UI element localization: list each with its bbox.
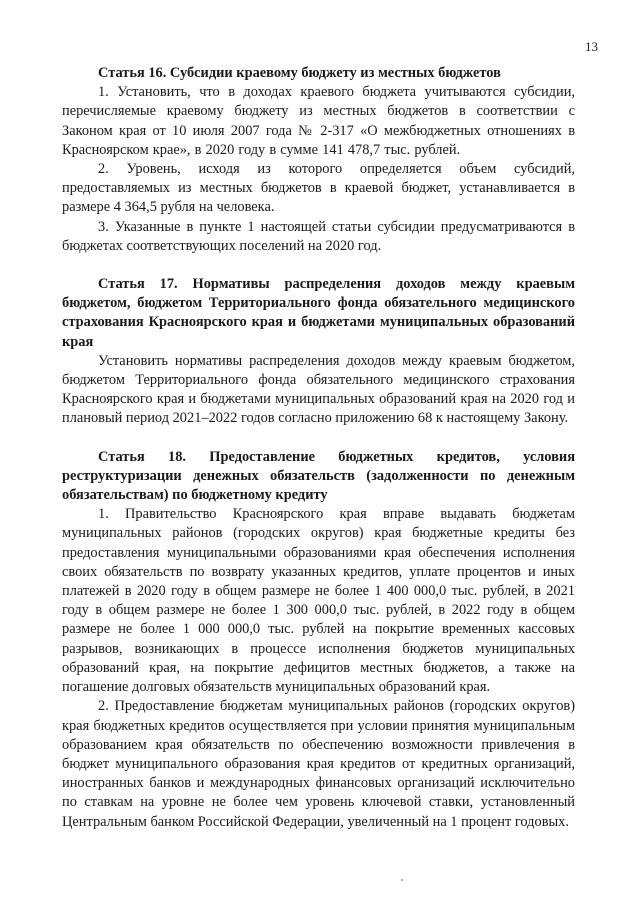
article-18 xyxy=(62,448,575,832)
article-18-title: Статья 18. Предоставление бюджетных кредитов, условия реструктуризации денежных обязательств (задолженности по денежным обязательствам) по бюджетному кредиту xyxy=(62,448,575,504)
document-body xyxy=(62,64,575,832)
article-18-paragraph-2: 2. Предоставление бюджетам муниципальных районов (городских округов) края бюджетных кредитов осуществляется при условии принятия муниципальным образованием края обязательств по обеспечению возможности привлечения в бюджет муниципального образования края кредитов от кредитных организаций, иностранных банков и международных финансовых организаций исключительно по ставкам на уровне не более чем уровень ключевой ставки, установленный Центральным банком Российской Федерации, увеличенный на 1 процент годовых. xyxy=(62,698,575,830)
article-16-title: Статья 16. Субсидии краевому бюджету из местных бюджетов xyxy=(98,65,501,81)
article-16 xyxy=(62,64,575,256)
scan-speck xyxy=(401,879,403,881)
article-17-title: Статья 17. Нормативы распределения доходов между краевым бюджетом, бюджетом Территориального фонда обязательного медицинского страхования Красноярского края и бюджетами муниципальных образований края xyxy=(62,276,575,350)
article-16-paragraph-1: 1. Установить, что в доходах краевого бюджета учитываются субсидии, перечисляемые краевому бюджету из местных бюджетов в соответствии с Законом края от 10 июля 2007 года № 2-317 «О межбюджетных отношениях в Красноярском крае», в 2020 году в сумме 141 478,7 тыс. рублей. xyxy=(62,84,575,158)
article-16-paragraph-3: 3. Указанные в пункте 1 настоящей статьи субсидии предусматриваются в бюджетах соответствующих поселений на 2020 год. xyxy=(62,218,575,254)
article-18-paragraph-1: 1. Правительство Красноярского края вправе выдавать бюджетам муниципальных районов (городских округов) края бюджетные кредиты без предоставления муниципальными образованиями края обеспечения исполнения своих обязательств по возврату указанных кредитов, уплате процентов и иных платежей в 2020 году в общем размере не более 1 400 000,0 тыс. рублей, в 2021 году в общем размере не более 1 300 000,0 тыс. рублей, в 2022 году в общем размере не более 1 000 000,0 тыс. рублей на покрытие временных кассовых разрывов, возникающих в процессе исполнения бюджетов муниципальных образований края, на покрытие дефицитов местных бюджетов, а также на погашение долговых обязательств муниципальных образований края. xyxy=(62,506,575,696)
article-17-paragraph-1: Установить нормативы распределения доходов между краевым бюджетом, бюджетом Территориального фонда обязательного медицинского страхования Красноярского края и бюджетами муниципальных образований края на 2020 год и плановый период 2021–2022 годов согласно приложению 68 к настоящему Закону. xyxy=(62,352,575,427)
page-number: 13 xyxy=(585,39,598,54)
article-16-paragraph-2: 2. Уровень, исходя из которого определяется объем субсидий, предоставляемых из местных бюджетов в краевой бюджет, устанавливается в размере 4 364,5 рубля на человека. xyxy=(62,161,575,216)
article-17 xyxy=(62,275,575,429)
